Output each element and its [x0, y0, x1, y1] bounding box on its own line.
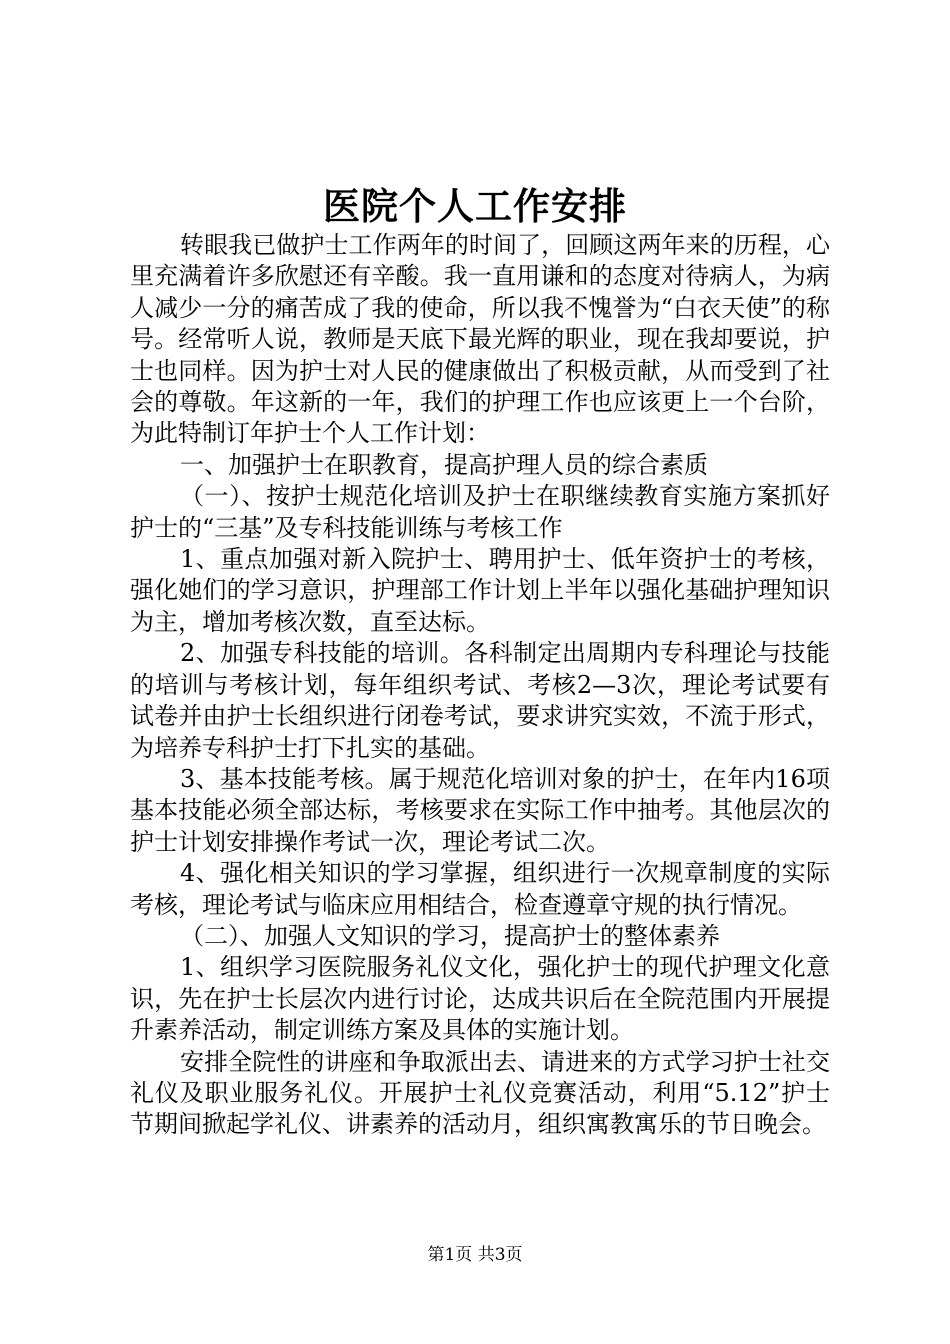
document-body: [130, 230, 830, 1141]
list-item-5: 1、组织学习医院服务礼仪文化，强化护士的现代护理文化意识，先在护士长层次内进行讨论，达成共识后在全院范围内开展提升素养活动，制定训练方案及具体的实施计划。: [130, 953, 830, 1045]
list-item-4: 4、强化相关知识的学习掌握，组织进行一次规章制度的实际考核，理论考试与临床应用相结合，检查遵章守规的执行情况。: [130, 859, 830, 919]
list-item-2: 2、加强专科技能的培训。各科制定出周期内专科理论与技能的培训与考核计划，每年组织考试、考核2—3次，理论考试要有试卷并由护士长组织进行闭卷考试，要求讲究实效，不流于形式，为培养专科护士打下扎实的基础。: [130, 639, 830, 762]
list-item-3: 3、基本技能考核。属于规范化培训对象的护士，在年内16项基本技能必须全部达标，考核要求在实际工作中抽考。其他层次的护士计划安排操作考试一次，理论考试二次。: [130, 764, 830, 856]
paragraph-etiquette: 安排全院性的讲座和争取派出去、请进来的方式学习护士社交礼仪及职业服务礼仪。开展护士礼仪竞赛活动，利用“5.12”护士节期间掀起学礼仪、讲素养的活动月，组织寓教寓乐的节日晚会。: [130, 1047, 830, 1139]
list-item-1: 1、重点加强对新入院护士、聘用护士、低年资护士的考核，强化她们的学习意识，护理部工作计划上半年以强化基础护理知识为主，增加考核次数，直至达标。: [130, 545, 830, 636]
document-title: 医院个人工作安排: [323, 184, 627, 228]
section-heading-1: 一、加强护士在职教育，提高护理人员的综合素质: [180, 450, 708, 479]
subsection-heading-2: （二）、加强人文知识的学习，提高护士的整体素养: [180, 921, 720, 950]
paragraph-intro: 转眼我已做护士工作两年的时间了，回顾这两年来的历程，心里充满着许多欣慰还有辛酸。我一直用谦和的态度对待病人，为病人减少一分的痛苦成了我的使命，所以我不愧誉为“白衣天使”的称号。经常听人说，教师是天底下最光辉的职业，现在我却要说，护士也同样。因为护士对人民的健康做出了积极贡献，从而受到了社会的尊敬。年这新的一年，我们的护理工作也应该更上一个台阶，为此特制订年护士个人工作计划：: [130, 231, 830, 448]
page-number-footer: 第1页 共3页: [427, 1245, 523, 1265]
subsection-heading-1: （一）、按护士规范化培训及护士在职继续教育实施方案抓好护士的“三基”及专科技能训练与考核工作: [130, 482, 830, 542]
